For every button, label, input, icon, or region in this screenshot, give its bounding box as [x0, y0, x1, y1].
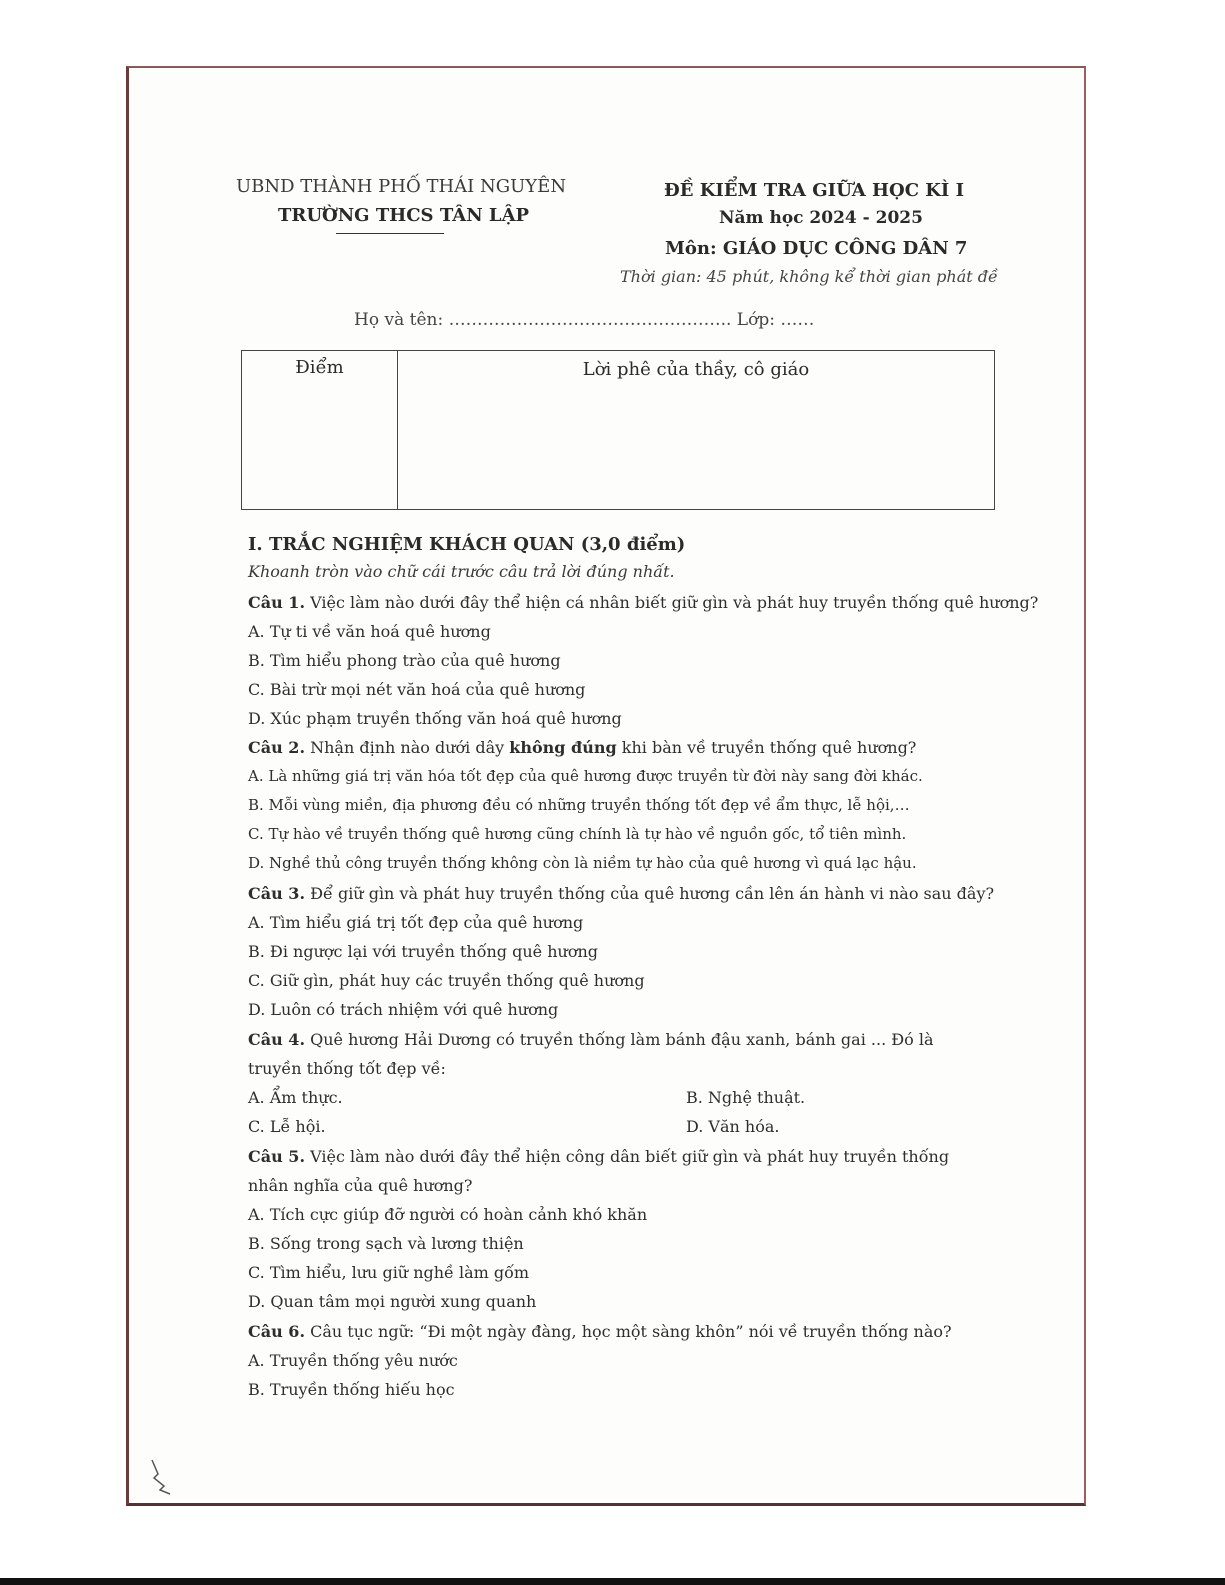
teacher-comment-cell: Lời phê của thầy, cô giáo — [582, 359, 810, 380]
school-name: TRƯỜNG THCS TÂN LẬP — [278, 205, 530, 226]
question-1: Câu 1. Việc làm nào dưới đây thể hiện cá nhân biết giữ gìn và phát huy truyền thống quê hương? — [248, 593, 1039, 612]
q4-option-d: D. Văn hóa. — [686, 1117, 780, 1136]
question-5: Câu 5. Việc làm nào dưới đây thể hiện công dân biết giữ gìn và phát huy truyền thống — [248, 1147, 950, 1166]
q4-option-c: C. Lễ hội. — [248, 1117, 326, 1136]
q1-option-d: D. Xúc phạm truyền thống văn hoá quê hương — [248, 709, 622, 728]
question-2: Câu 2. Nhận định nào dưới dây không đúng khi bàn về truyền thống quê hương? — [248, 738, 917, 757]
question-4-cont: truyền thống tốt đẹp về: — [248, 1059, 446, 1078]
student-info-line: Họ và tên: ………………………………………….. Lớp: …… — [354, 310, 815, 330]
pen-mark-icon — [148, 1456, 176, 1496]
q3-option-b: B. Đi ngược lại với truyền thống quê hương — [248, 942, 599, 961]
q1-option-c: C. Bài trừ mọi nét văn hoá của quê hương — [248, 680, 586, 699]
q5-option-a: A. Tích cực giúp đỡ người có hoàn cảnh khó khăn — [248, 1205, 648, 1224]
q2-option-d: D. Nghề thủ công truyền thống không còn là niềm tự hào của quê hương vì quá lạc hậu. — [248, 854, 917, 872]
q1-option-b: B. Tìm hiểu phong trào của quê hương — [248, 651, 561, 670]
scan-edge — [0, 1578, 1225, 1585]
exam-title: ĐỀ KIỂM TRA GIỮA HỌC KÌ I — [664, 180, 965, 201]
question-3: Câu 3. Để giữ gìn và phát huy truyền thống của quê hương cần lên án hành vi nào sau đây? — [248, 884, 995, 903]
question-6: Câu 6. Câu tục ngữ: “Đi một ngày đàng, học một sàng khôn” nói về truyền thống nào? — [248, 1322, 952, 1341]
q5-option-c: C. Tìm hiểu, lưu giữ nghề làm gốm — [248, 1263, 530, 1282]
score-cell: Điểm — [242, 351, 398, 509]
question-4: Câu 4. Quê hương Hải Dương có truyền thống làm bánh đậu xanh, bánh gai ... Đó là — [248, 1030, 934, 1049]
q3-option-a: A. Tìm hiểu giá trị tốt đẹp của quê hương — [248, 913, 584, 932]
time-allowed: Thời gian: 45 phút, không kể thời gian phát đề — [620, 267, 998, 286]
q2-option-c: C. Tự hào về truyền thống quê hương cũng chính là tự hào về nguồn gốc, tổ tiên mình. — [248, 825, 907, 843]
subject: Môn: GIÁO DỤC CÔNG DÂN 7 — [665, 238, 968, 259]
q3-option-d: D. Luôn có trách nhiệm với quê hương — [248, 1000, 559, 1019]
q4-option-b: B. Nghệ thuật. — [686, 1088, 806, 1107]
section-instruction: Khoanh tròn vào chữ cái trước câu trả lời đúng nhất. — [248, 562, 675, 581]
school-underline — [336, 233, 444, 234]
school-year: Năm học 2024 - 2025 — [719, 208, 923, 228]
section-title: I. TRẮC NGHIỆM KHÁCH QUAN (3,0 điểm) — [248, 534, 686, 555]
grade-table — [241, 350, 995, 510]
q6-option-b: B. Truyền thống hiếu học — [248, 1380, 455, 1399]
q1-option-a: A. Tự ti về văn hoá quê hương — [248, 622, 491, 641]
q6-option-a: A. Truyền thống yêu nước — [248, 1351, 458, 1370]
q2-option-a: A. Là những giá trị văn hóa tốt đẹp của quê hương được truyền từ đời này sang đời khác. — [248, 767, 923, 785]
q4-option-a: A. Ẩm thực. — [248, 1088, 343, 1107]
q3-option-c: C. Giữ gìn, phát huy các truyền thống quê hương — [248, 971, 645, 990]
q2-option-b: B. Mỗi vùng miền, địa phương đều có những truyền thống tốt đẹp về ẩm thực, lễ hội,… — [248, 796, 910, 814]
q5-option-b: B. Sống trong sạch và lương thiện — [248, 1234, 524, 1253]
q5-option-d: D. Quan tâm mọi người xung quanh — [248, 1292, 537, 1311]
question-5-cont: nhân nghĩa của quê hương? — [248, 1176, 473, 1195]
authority-name: UBND THÀNH PHỐ THÁI NGUYÊN — [236, 176, 567, 197]
